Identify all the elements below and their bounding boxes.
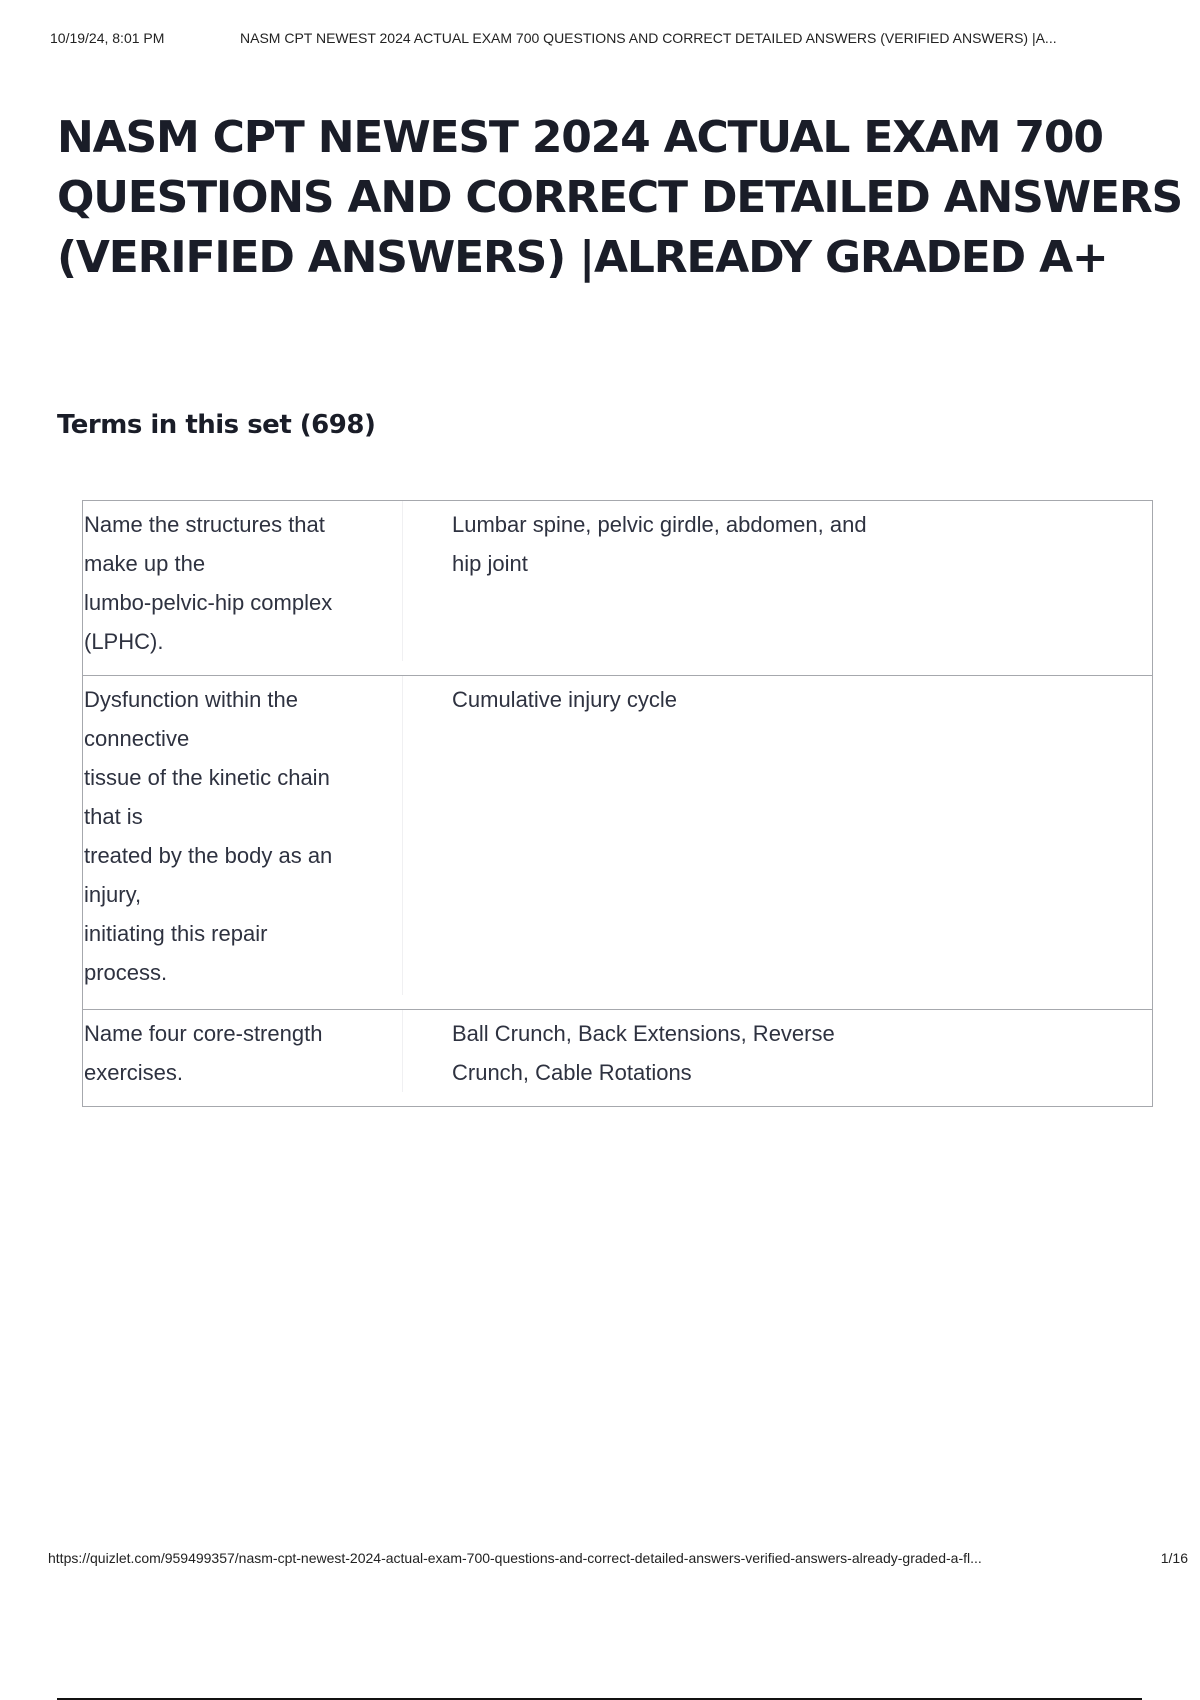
definition-text: Cumulative injury cycle [452,687,677,712]
terms-table [82,500,1153,1107]
source-url: https://quizlet.com/959499357/nasm-cpt-newest-2024-actual-exam-700-questions-and-correct-detailed-answers-verified-answers-already-graded-a-fl... [48,1550,982,1566]
term-row [83,675,1152,1009]
print-date: 10/19/24, 8:01 PM [50,30,165,46]
term-text: Dysfunction within the connective tissue of the kinetic chain that is treated by the body as an injury, initiating this repair process. [83,676,403,995]
definition-cell [403,676,1152,1009]
page-number: 1/16 [1160,1550,1188,1566]
definition-text: Ball Crunch, Back Extensions, Reverse Crunch, Cable Rotations [452,1021,835,1085]
print-header [50,30,1182,50]
term-row [83,1009,1152,1106]
term-row [83,501,1152,675]
definition-text: Lumbar spine, pelvic girdle, abdomen, and hip joint [452,512,867,576]
terms-heading: Terms in this set (698) [57,410,376,440]
term-text: Name four core-strength exercises. [83,1010,403,1092]
print-footer [48,1550,1188,1570]
page-title: NASM CPT NEWEST 2024 ACTUAL EXAM 700 QUESTIONS AND CORRECT DETAILED ANSWERS (VERIFIED ANSWERS) |ALREADY GRADED A+ [57,112,1183,283]
print-doc-title: NASM CPT NEWEST 2024 ACTUAL EXAM 700 QUESTIONS AND CORRECT DETAILED ANSWERS (VERIFIED ANSWERS) |A... [240,30,1057,46]
definition-cell [403,501,1152,675]
definition-cell [403,1010,1152,1106]
term-text: Name the structures that make up the lumbo-pelvic-hip complex (LPHC). [83,501,403,661]
